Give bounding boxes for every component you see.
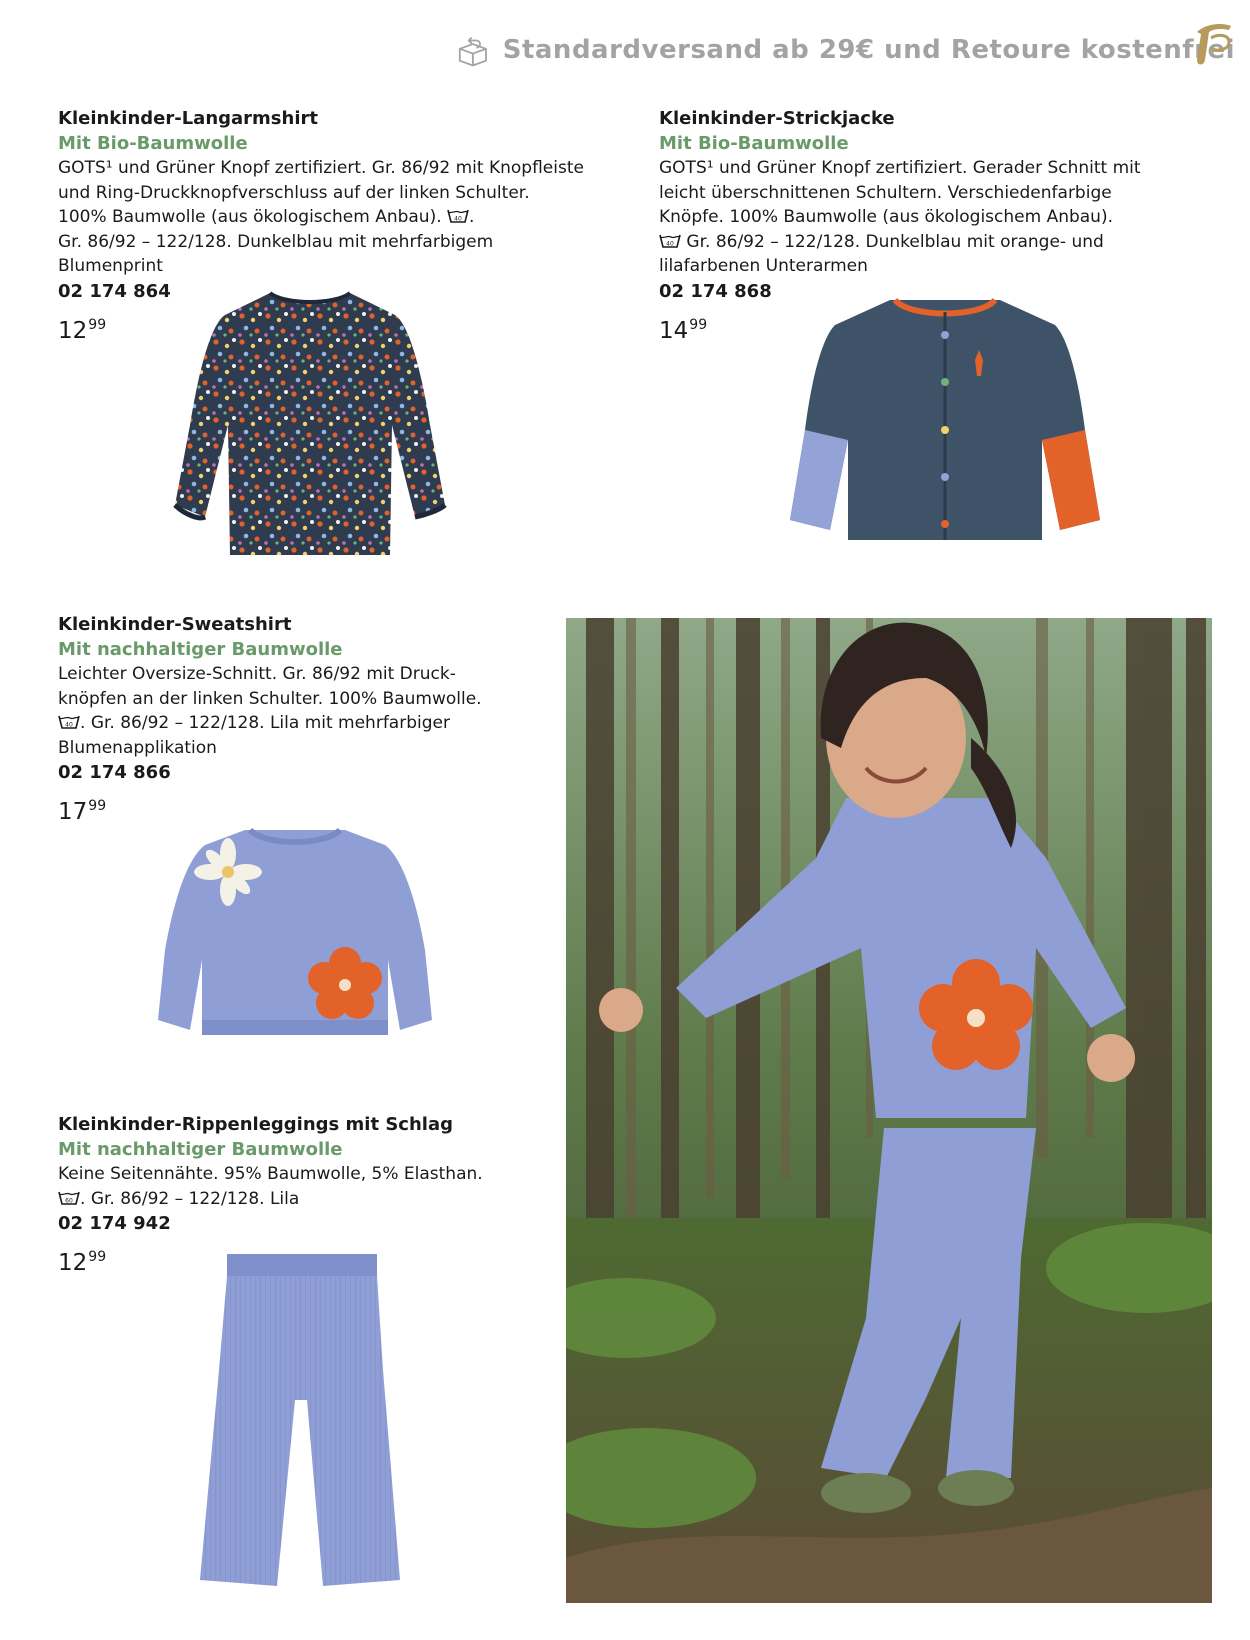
product-desc-line: leicht überschnittenen Schultern. Verschiedenfarbige xyxy=(659,182,1112,203)
price-cents: 99 xyxy=(689,316,708,333)
package-return-icon xyxy=(455,22,491,78)
wash-temp-label: 40 xyxy=(454,215,462,223)
product-desc-text: Gr. 86/92 – 122/128. Lila xyxy=(90,1188,300,1209)
lifestyle-photo xyxy=(566,618,1212,1603)
product-subtitle: Mit nachhaltiger Baumwolle xyxy=(58,639,343,660)
product-title: Kleinkinder-Strickjacke xyxy=(659,108,895,129)
price-euros: 14 xyxy=(659,317,689,344)
wash-40-icon xyxy=(58,714,80,730)
strickjacke-image xyxy=(780,290,1110,560)
product-desc-line: Keine Seitennähte. 95% Baumwolle, 5% Elasthan. xyxy=(58,1164,483,1184)
product-title: Kleinkinder-Rippenleggings mit Schlag xyxy=(58,1114,453,1135)
product-title: Kleinkinder-Sweatshirt xyxy=(58,614,292,635)
article-number: 02 174 864 xyxy=(58,280,171,302)
price-euros: 17 xyxy=(58,799,88,825)
price-cents: 99 xyxy=(88,1249,107,1265)
article-number: 02 174 868 xyxy=(659,280,772,302)
product-desc-text: 100% Baumwolle (aus ökologischem Anbau). xyxy=(58,207,442,227)
price-cents: 99 xyxy=(88,316,107,333)
product-subtitle: Mit Bio-Baumwolle xyxy=(58,133,248,154)
tchibo-logo-icon xyxy=(1191,20,1235,68)
product-desc-line: lilafarbenen Unterarmen xyxy=(659,256,868,276)
shipping-banner xyxy=(455,20,1235,80)
product-desc-line: 60 . Gr. 86/92 – 122/128. Lila xyxy=(58,1187,548,1212)
product-desc-line: Blumenapplikation xyxy=(58,737,217,758)
wash-40-icon xyxy=(659,233,681,249)
wash-temp-label: 40 xyxy=(65,721,73,729)
product-desc-line: Knöpfe. 100% Baumwolle (aus ökologischem Anbau). xyxy=(659,207,1113,227)
product-desc-line: GOTS¹ und Grüner Knopf zertifiziert. Gerader Schnitt mit xyxy=(659,158,1141,178)
product-desc-text: Gr. 86/92 – 122/128. Lila mit mehrfarbiger xyxy=(90,713,450,733)
product-title: Kleinkinder-Langarmshirt xyxy=(58,108,318,129)
product-desc-line: Leichter Oversize-Schnitt. Gr. 86/92 mit Druck- xyxy=(58,664,456,684)
wash-temp-label: 60 xyxy=(65,1197,73,1204)
forest-child-illustration xyxy=(566,618,1212,1603)
product-desc-line: GOTS¹ und Grüner Knopf zertifiziert. Gr. 86/92 mit Knopfleiste xyxy=(58,158,584,178)
product-desc-line: 100% Baumwolle (aus ökologischem Anbau). 40 . xyxy=(58,207,475,227)
rippenleggings-image xyxy=(195,1250,405,1595)
article-number: 02 174 866 xyxy=(58,762,171,783)
price-euros: 12 xyxy=(58,317,88,344)
price-euros: 12 xyxy=(58,1250,88,1276)
product-desc-line: knöpfen an der linken Schulter. 100% Baumwolle. xyxy=(58,688,482,709)
product-sweatshirt xyxy=(58,612,548,827)
product-subtitle: Mit nachhaltiger Baumwolle xyxy=(58,1139,343,1160)
wash-40-icon xyxy=(447,208,469,224)
article-number: 02 174 942 xyxy=(58,1213,171,1234)
product-desc-line: 40 . Gr. 86/92 – 122/128. Lila mit mehrfarbiger xyxy=(58,711,548,736)
product-subtitle: Mit Bio-Baumwolle xyxy=(659,133,849,154)
price-cents: 99 xyxy=(88,798,107,814)
product-desc-line xyxy=(659,230,1219,255)
product-desc-line: und Ring-Druckknopfverschluss auf der linken Schulter. xyxy=(58,182,530,203)
product-desc-text: Gr. 86/92 – 122/128. Dunkelblau mit orange- und xyxy=(686,231,1104,252)
langarmshirt-image xyxy=(160,285,460,570)
sweatshirt-image xyxy=(150,820,440,1060)
wash-temp-label: 40 xyxy=(666,240,674,247)
wash-60-icon xyxy=(58,1190,80,1206)
shipping-text: Standardversand ab 29€ und Retoure kostenfrei xyxy=(502,35,1235,65)
product-desc-line: Gr. 86/92 – 122/128. Dunkelblau mit mehrfarbigem Blumenprint xyxy=(58,231,494,276)
